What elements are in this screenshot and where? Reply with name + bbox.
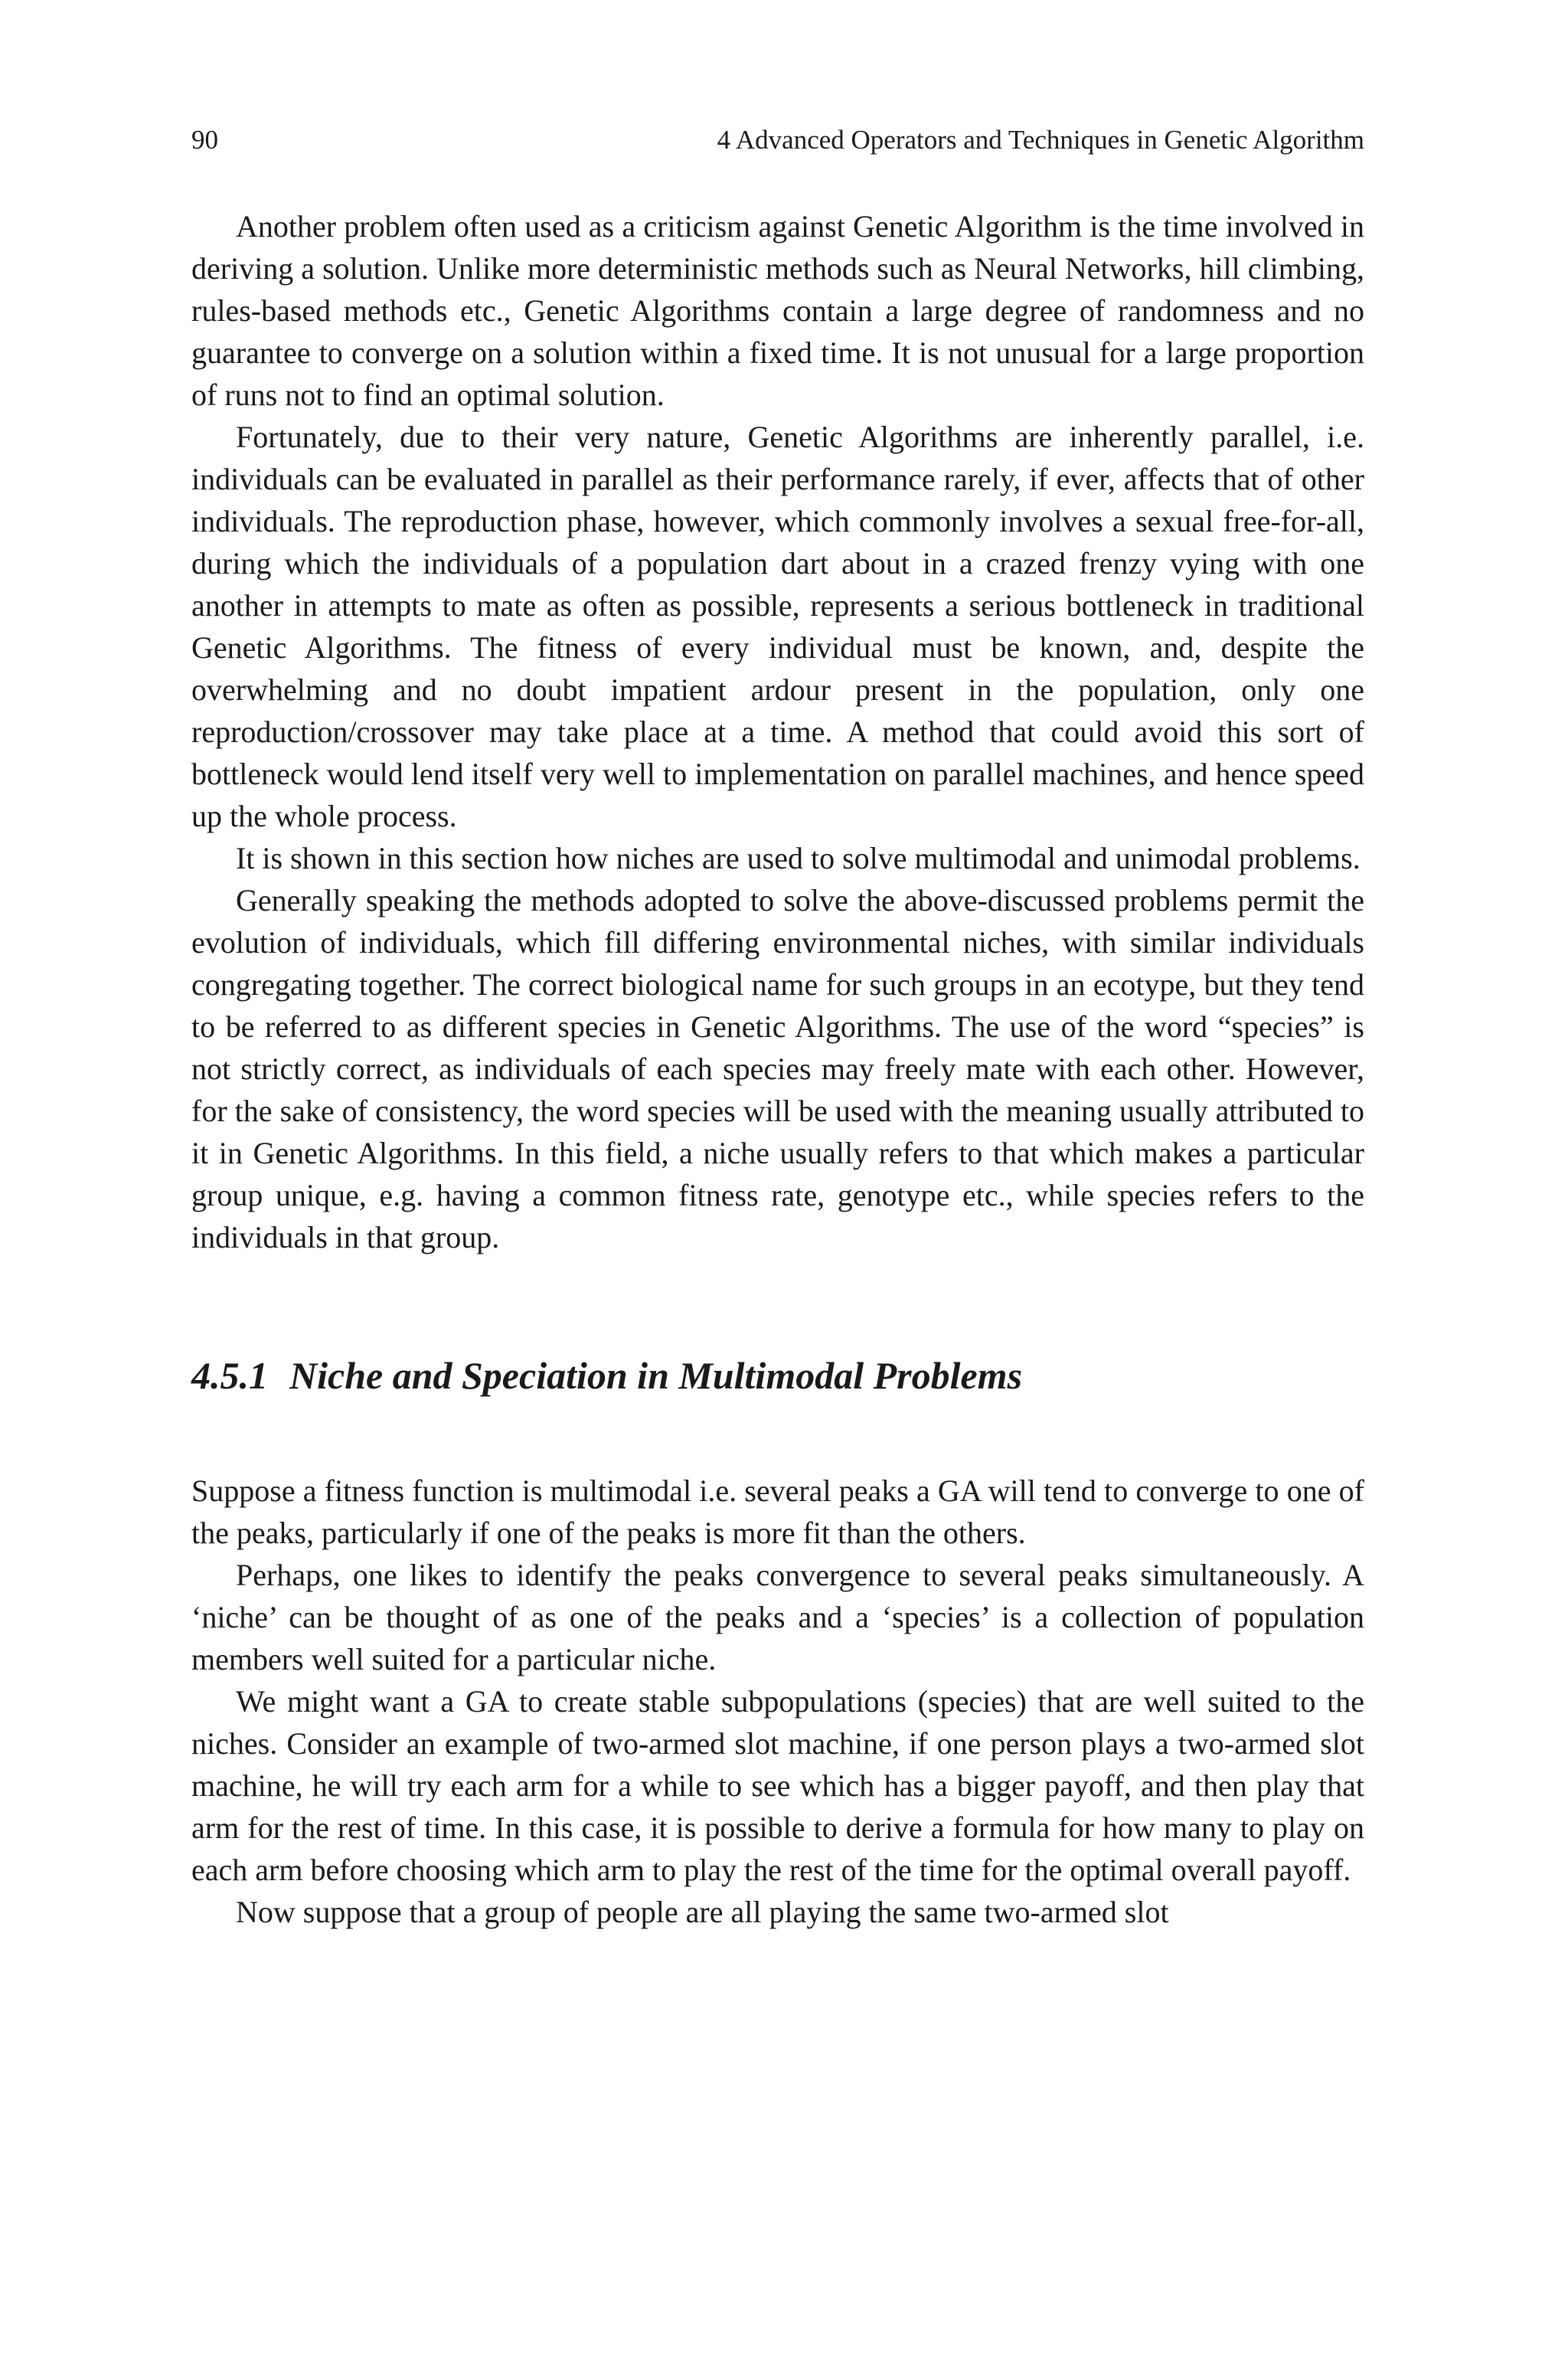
running-header — [191, 123, 1364, 158]
paragraph: We might want a GA to create stable subpopulations (species) that are well suited to the niches. Consider an example of two-armed slot machine, if one person plays a two-armed slot machine, he will try each arm for a while to see which has a bigger payoff, and then play that arm for the rest of time. In this case, it is possible to derive a formula for how many to play on each arm before choosing which arm to play the rest of the time for the optimal overall payoff. — [191, 1684, 1364, 1887]
paragraph: Fortunately, due to their very nature, Genetic Algorithms are inherently parallel, i.e. individuals can be evaluated in parallel as their performance rarely, if ever, affects that of other individuals. The reproduction phase, however, which commonly involves a sexual free-for-all, during which the individuals of a population dart about in a crazed frenzy vying with one another in attempts to mate as often as possible, represents a serious bottleneck in traditional Genetic Algorithms. The fitness of every individual must be known, and, despite the overwhelming and no doubt impatient ardour present in the population, only one reproduction/crossover may take place at a time. A method that could avoid this sort of bottleneck would lend itself very well to implementation on parallel machines, and hence speed up the whole process. — [191, 420, 1364, 833]
paragraph: Now suppose that a group of people are all playing the same two-armed slot — [236, 1895, 1169, 1929]
chapter-running-title: 4 Advanced Operators and Techniques in Genetic Algorithm — [717, 125, 1364, 155]
book-page — [191, 123, 1364, 1933]
subsection-title: Niche and Speciation in Multimodal Problems — [289, 1354, 1023, 1397]
intro-text-block — [191, 205, 1364, 1258]
subsection-text-block — [191, 1470, 1364, 1933]
paragraph: It is shown in this section how niches are used to solve multimodal and unimodal problems. — [236, 841, 1361, 875]
page-number: 90 — [191, 125, 218, 155]
subsection-heading — [191, 1352, 1364, 1399]
paragraph: Generally speaking the methods adopted to solve the above-discussed problems permit the evolution of individuals, which fill differing environmental niches, with similar individuals congregating together. The correct biological name for such groups in an ecotype, but they tend to be referred to as different species in Genetic Algorithms. The use of the word “species” is not strictly correct, as individuals of each species may freely mate with each other. However, for the sake of consistency, the word species will be used with the meaning usually attributed to it in Genetic Algorithms. In this field, a niche usually refers to that which makes a particular group unique, e.g. having a common fitness rate, genotype etc., while species refers to the individuals in that group. — [191, 883, 1364, 1254]
paragraph: Another problem often used as a criticism against Genetic Algorithm is the time involved in deriving a solution. Unlike more deterministic methods such as Neural Networks, hill climbing, rules-based methods etc., Genetic Algorithms contain a large degree of randomness and no guarantee to converge on a solution within a fixed time. It is not unusual for a large proportion of runs not to find an optimal solution. — [191, 209, 1364, 412]
paragraph: Perhaps, one likes to identify the peaks convergence to several peaks simultaneously. A ‘niche’ can be thought of as one of the peaks and a ‘species’ is a collection of population members well suited for a particular niche. — [191, 1558, 1364, 1676]
subsection-number: 4.5.1 — [191, 1354, 268, 1397]
paragraph: Suppose a fitness function is multimodal i.e. several peaks a GA will tend to converge to one of the peaks, particularly if one of the peaks is more fit than the others. — [191, 1473, 1364, 1550]
